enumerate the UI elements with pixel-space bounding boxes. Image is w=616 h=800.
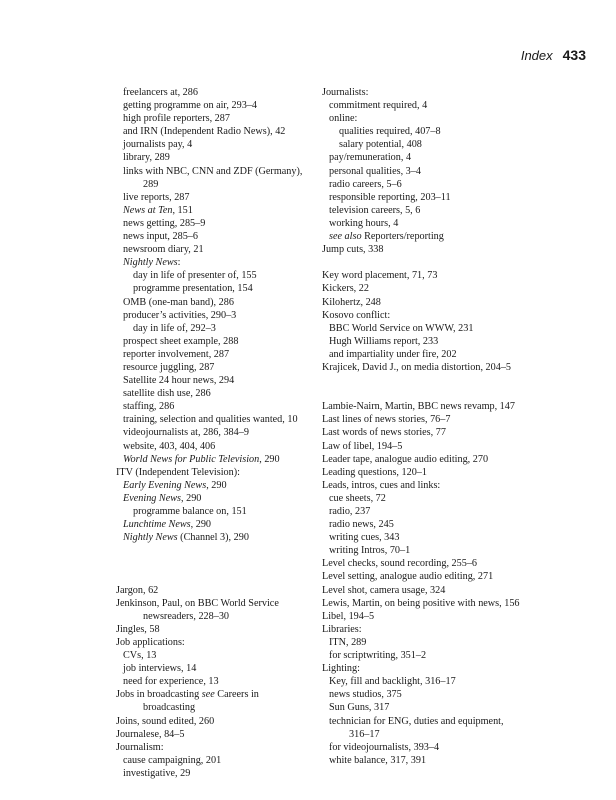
index-heading — [322, 413, 602, 426]
index-heading — [322, 426, 602, 439]
index-subentry — [116, 518, 316, 531]
index-text: , 290 — [259, 453, 280, 465]
index-text: World News for Public Television — [123, 453, 260, 465]
index-text: Jobs in broadcasting — [116, 689, 202, 701]
index-subentry — [116, 151, 316, 164]
index-text: Journalism: — [116, 741, 164, 753]
index-text: prospect sheet example, 288 — [123, 335, 239, 347]
index-text: qualities required, 407–8 — [339, 126, 441, 138]
index-heading — [116, 715, 316, 728]
index-text: Journalists: — [322, 87, 369, 98]
index-heading — [116, 728, 316, 741]
index-heading — [322, 453, 602, 466]
index-subentry — [116, 387, 316, 400]
index-heading — [322, 282, 602, 295]
index-subentry — [116, 99, 316, 112]
index-text: 289 — [143, 178, 159, 190]
section-gap — [116, 544, 316, 557]
index-subentry — [322, 112, 602, 125]
index-heading — [322, 269, 602, 282]
index-text: Jump cuts, 338 — [322, 244, 384, 256]
index-subentry — [322, 741, 602, 754]
index-text: Sun Guns, 317 — [329, 702, 390, 714]
index-heading — [322, 623, 602, 636]
index-text: television careers, 5, 6 — [329, 204, 421, 216]
index-subentry — [322, 544, 602, 557]
index-text: responsible reporting, 203–11 — [329, 191, 451, 203]
index-text: Key, fill and backlight, 316–17 — [329, 676, 456, 688]
index-text: : — [177, 257, 181, 269]
index-subentry — [116, 165, 316, 178]
section-gap — [322, 256, 602, 269]
index-text: training, selection and qualities wanted, 10 — [123, 414, 298, 426]
index-subentry — [116, 217, 316, 230]
index-text: commitment required, 4 — [329, 100, 428, 112]
index-text: Nightly News — [123, 257, 178, 269]
index-heading — [322, 479, 602, 492]
index-heading — [322, 243, 602, 256]
index-subentry — [116, 309, 316, 322]
index-subentry — [116, 335, 316, 348]
index-subentry — [322, 492, 602, 505]
index-text: Lewis, Martin, on being positive with news, 156 — [322, 597, 520, 609]
index-subentry — [116, 479, 316, 492]
index-subentry — [322, 754, 602, 767]
index-text: Libel, 194–5 — [322, 610, 375, 622]
index-subentry — [116, 348, 316, 361]
index-heading — [322, 584, 602, 597]
section-gap — [116, 557, 316, 570]
index-subentry — [322, 675, 602, 688]
index-subentry — [322, 191, 602, 204]
index-subentry — [116, 649, 316, 662]
index-subentry — [116, 125, 316, 138]
index-subentry — [322, 505, 602, 518]
index-column-left — [116, 86, 316, 780]
index-heading — [116, 466, 316, 479]
index-subentry — [116, 413, 316, 426]
running-title: Index — [520, 48, 553, 63]
index-text: satellite dish use, 286 — [123, 388, 211, 400]
index-text: see also — [329, 231, 362, 243]
index-text: job interviews, 14 — [123, 663, 197, 675]
index-text: Journalese, 84–5 — [116, 728, 185, 740]
index-subentry — [322, 125, 602, 138]
index-heading — [322, 662, 602, 675]
index-text: programme presentation, 154 — [133, 283, 253, 295]
index-text: Kosovo conflict: — [322, 309, 391, 321]
page-number: 433 — [562, 47, 586, 63]
index-text: Satellite 24 hour news, 294 — [123, 375, 235, 387]
index-text: Reporters/reporting — [361, 231, 444, 243]
index-text: Kilohertz, 248 — [322, 296, 381, 308]
index-text: and IRN (Independent Radio News), 42 — [123, 126, 286, 138]
index-heading — [116, 597, 316, 610]
index-subentry — [322, 531, 602, 544]
index-text: Early Evening News — [123, 479, 207, 491]
index-text: links with NBC, CNN and ZDF (Germany), — [123, 165, 303, 177]
index-text: videojournalists at, 286, 384–9 — [123, 427, 249, 439]
index-subentry — [322, 178, 602, 191]
index-heading — [116, 688, 316, 701]
index-text: journalists pay, 4 — [123, 139, 193, 151]
index-text: Evening News — [123, 492, 182, 504]
index-text: Leads, intros, cues and links: — [322, 479, 441, 491]
index-subentry — [322, 701, 602, 714]
index-text: Jingles, 58 — [116, 623, 160, 635]
index-heading — [322, 570, 602, 583]
index-subentry — [116, 610, 316, 623]
index-subentry — [116, 269, 316, 282]
index-subentry — [116, 754, 316, 767]
index-text: Level checks, sound recording, 255–6 — [322, 558, 478, 570]
index-column-right — [322, 86, 602, 767]
index-text: Jargon, 62 — [116, 584, 159, 596]
index-text: ITN, 289 — [329, 636, 367, 648]
index-subentry — [322, 165, 602, 178]
index-text: Jenkinson, Paul, on BBC World Service — [116, 597, 279, 609]
index-text: BBC World Service on WWW, 231 — [329, 322, 474, 334]
index-text: , 290 — [181, 492, 202, 504]
index-text: , 290 — [190, 519, 212, 531]
index-subentry — [116, 426, 316, 439]
index-text: freelancers at, 286 — [123, 87, 198, 98]
index-subentry — [322, 230, 602, 243]
index-text: Careers in — [214, 689, 259, 701]
index-text: Level setting, analogue audio editing, 271 — [322, 571, 494, 583]
index-subentry — [322, 151, 602, 164]
index-subentry — [116, 296, 316, 309]
index-heading — [116, 623, 316, 636]
index-subentry — [322, 728, 602, 741]
index-text: , 290 — [206, 479, 227, 491]
index-text: newsreaders, 228–30 — [143, 610, 230, 622]
section-gap — [322, 387, 602, 400]
index-text: salary potential, 408 — [339, 139, 422, 151]
index-text: Libraries: — [322, 623, 362, 635]
index-text: Law of libel, 194–5 — [322, 440, 403, 452]
index-text: Kickers, 22 — [322, 283, 369, 295]
index-text: Key word placement, 71, 73 — [322, 270, 438, 282]
index-subentry — [322, 335, 602, 348]
index-text: library, 289 — [123, 152, 170, 164]
index-text: technician for ENG, duties and equipment, — [329, 715, 504, 727]
section-gap — [322, 374, 602, 387]
index-subentry — [322, 636, 602, 649]
index-subentry — [116, 662, 316, 675]
index-text: Level shot, camera usage, 324 — [322, 584, 446, 596]
index-text: Last lines of news stories, 76–7 — [322, 414, 451, 426]
index-text: Leading questions, 120–1 — [322, 466, 427, 478]
index-text: for videojournalists, 393–4 — [329, 741, 440, 753]
index-subentry — [322, 204, 602, 217]
index-text: online: — [329, 113, 358, 125]
index-subentry — [116, 178, 316, 191]
index-subentry — [322, 715, 602, 728]
index-text: news studios, 375 — [329, 689, 402, 701]
index-heading — [116, 584, 316, 597]
index-heading — [322, 440, 602, 453]
index-heading — [322, 309, 602, 322]
index-subentry — [116, 112, 316, 125]
index-text: cue sheets, 72 — [329, 492, 386, 504]
page-header — [521, 47, 586, 64]
index-heading — [322, 466, 602, 479]
index-subentry — [322, 348, 602, 361]
index-subentry — [116, 204, 316, 217]
index-text: , 151 — [172, 204, 193, 216]
index-text: day in life of presenter of, 155 — [133, 270, 257, 282]
index-heading — [322, 296, 602, 309]
index-subentry — [322, 99, 602, 112]
index-text: personal qualities, 3–4 — [329, 165, 421, 177]
index-text: day in life of, 292–3 — [133, 322, 216, 334]
index-subentry — [116, 243, 316, 256]
index-subentry — [116, 767, 316, 780]
index-subentry — [116, 256, 316, 269]
index-subentry — [322, 217, 602, 230]
index-text: for scriptwriting, 351–2 — [329, 650, 427, 662]
index-text: Lighting: — [322, 663, 360, 675]
index-text: pay/remuneration, 4 — [329, 152, 412, 164]
index-text: cause campaigning, 201 — [123, 754, 222, 766]
index-heading — [322, 400, 602, 413]
index-text: writing Intros, 70–1 — [329, 545, 411, 557]
index-text: Joins, sound edited, 260 — [116, 715, 215, 727]
index-subentry — [322, 688, 602, 701]
index-subentry — [116, 322, 316, 335]
index-subentry — [116, 230, 316, 243]
index-text: Lambie-Nairn, Martin, BBC news revamp, 147 — [322, 401, 515, 413]
index-text: producer’s activities, 290–3 — [123, 309, 237, 321]
index-text: CVs, 13 — [123, 650, 157, 662]
index-text: white balance, 317, 391 — [329, 754, 427, 766]
index-text: programme balance on, 151 — [133, 506, 247, 517]
section-gap — [116, 570, 316, 583]
index-subentry — [322, 649, 602, 662]
index-text: broadcasting — [143, 702, 196, 714]
index-text: need for experience, 13 — [123, 676, 219, 688]
index-text: OMB (one-man band), 286 — [123, 296, 234, 308]
index-text: (Channel 3), 290 — [177, 532, 249, 544]
index-text: see — [201, 689, 215, 701]
index-subentry — [116, 86, 316, 99]
index-text: 316–17 — [349, 728, 380, 740]
index-subentry — [116, 191, 316, 204]
index-subentry — [116, 440, 316, 453]
index-text: reporter involvement, 287 — [123, 348, 230, 360]
index-text: news getting, 285–9 — [123, 217, 206, 229]
index-text: writing cues, 343 — [329, 532, 400, 544]
index-subentry — [116, 282, 316, 295]
index-subentry — [116, 361, 316, 374]
index-text: ITV (Independent Television): — [116, 466, 240, 478]
index-text: Hugh Williams report, 233 — [329, 335, 439, 347]
index-subentry — [116, 400, 316, 413]
index-subentry — [116, 505, 316, 518]
index-text: Leader tape, analogue audio editing, 270 — [322, 453, 489, 465]
index-subentry — [116, 675, 316, 688]
index-text: investigative, 29 — [123, 767, 191, 779]
index-heading — [322, 86, 602, 99]
index-text: newsroom diary, 21 — [123, 244, 204, 256]
index-text: working hours, 4 — [329, 217, 399, 229]
index-text: Lunchtime News — [123, 519, 191, 531]
index-subentry — [116, 701, 316, 714]
index-heading — [116, 636, 316, 649]
index-text: radio, 237 — [329, 506, 371, 517]
index-text: Job applications: — [116, 636, 185, 648]
index-subentry — [116, 138, 316, 151]
index-text: and impartiality under fire, 202 — [329, 348, 457, 360]
index-text: staffing, 286 — [123, 401, 175, 413]
index-text: News at Ten — [123, 204, 173, 216]
index-subentry — [116, 374, 316, 387]
index-subentry — [116, 531, 316, 544]
index-subentry — [116, 453, 316, 466]
index-text: news input, 285–6 — [123, 231, 198, 243]
index-text: Krajicek, David J., on media distortion, 204–5 — [322, 361, 512, 373]
index-subentry — [322, 138, 602, 151]
index-heading — [322, 597, 602, 610]
index-text: website, 403, 404, 406 — [123, 440, 216, 452]
index-text: Last words of news stories, 77 — [322, 427, 446, 439]
index-heading — [322, 610, 602, 623]
index-subentry — [322, 518, 602, 531]
index-heading — [116, 741, 316, 754]
index-text: high profile reporters, 287 — [123, 113, 230, 125]
index-text: radio news, 245 — [329, 519, 394, 531]
index-heading — [322, 557, 602, 570]
index-heading — [322, 361, 602, 374]
index-subentry — [322, 322, 602, 335]
index-subentry — [116, 492, 316, 505]
index-text: radio careers, 5–6 — [329, 178, 402, 190]
index-text: resource juggling, 287 — [123, 361, 215, 373]
index-text: live reports, 287 — [123, 191, 190, 203]
index-text: getting programme on air, 293–4 — [123, 100, 257, 112]
index-text: Nightly News — [123, 532, 178, 544]
